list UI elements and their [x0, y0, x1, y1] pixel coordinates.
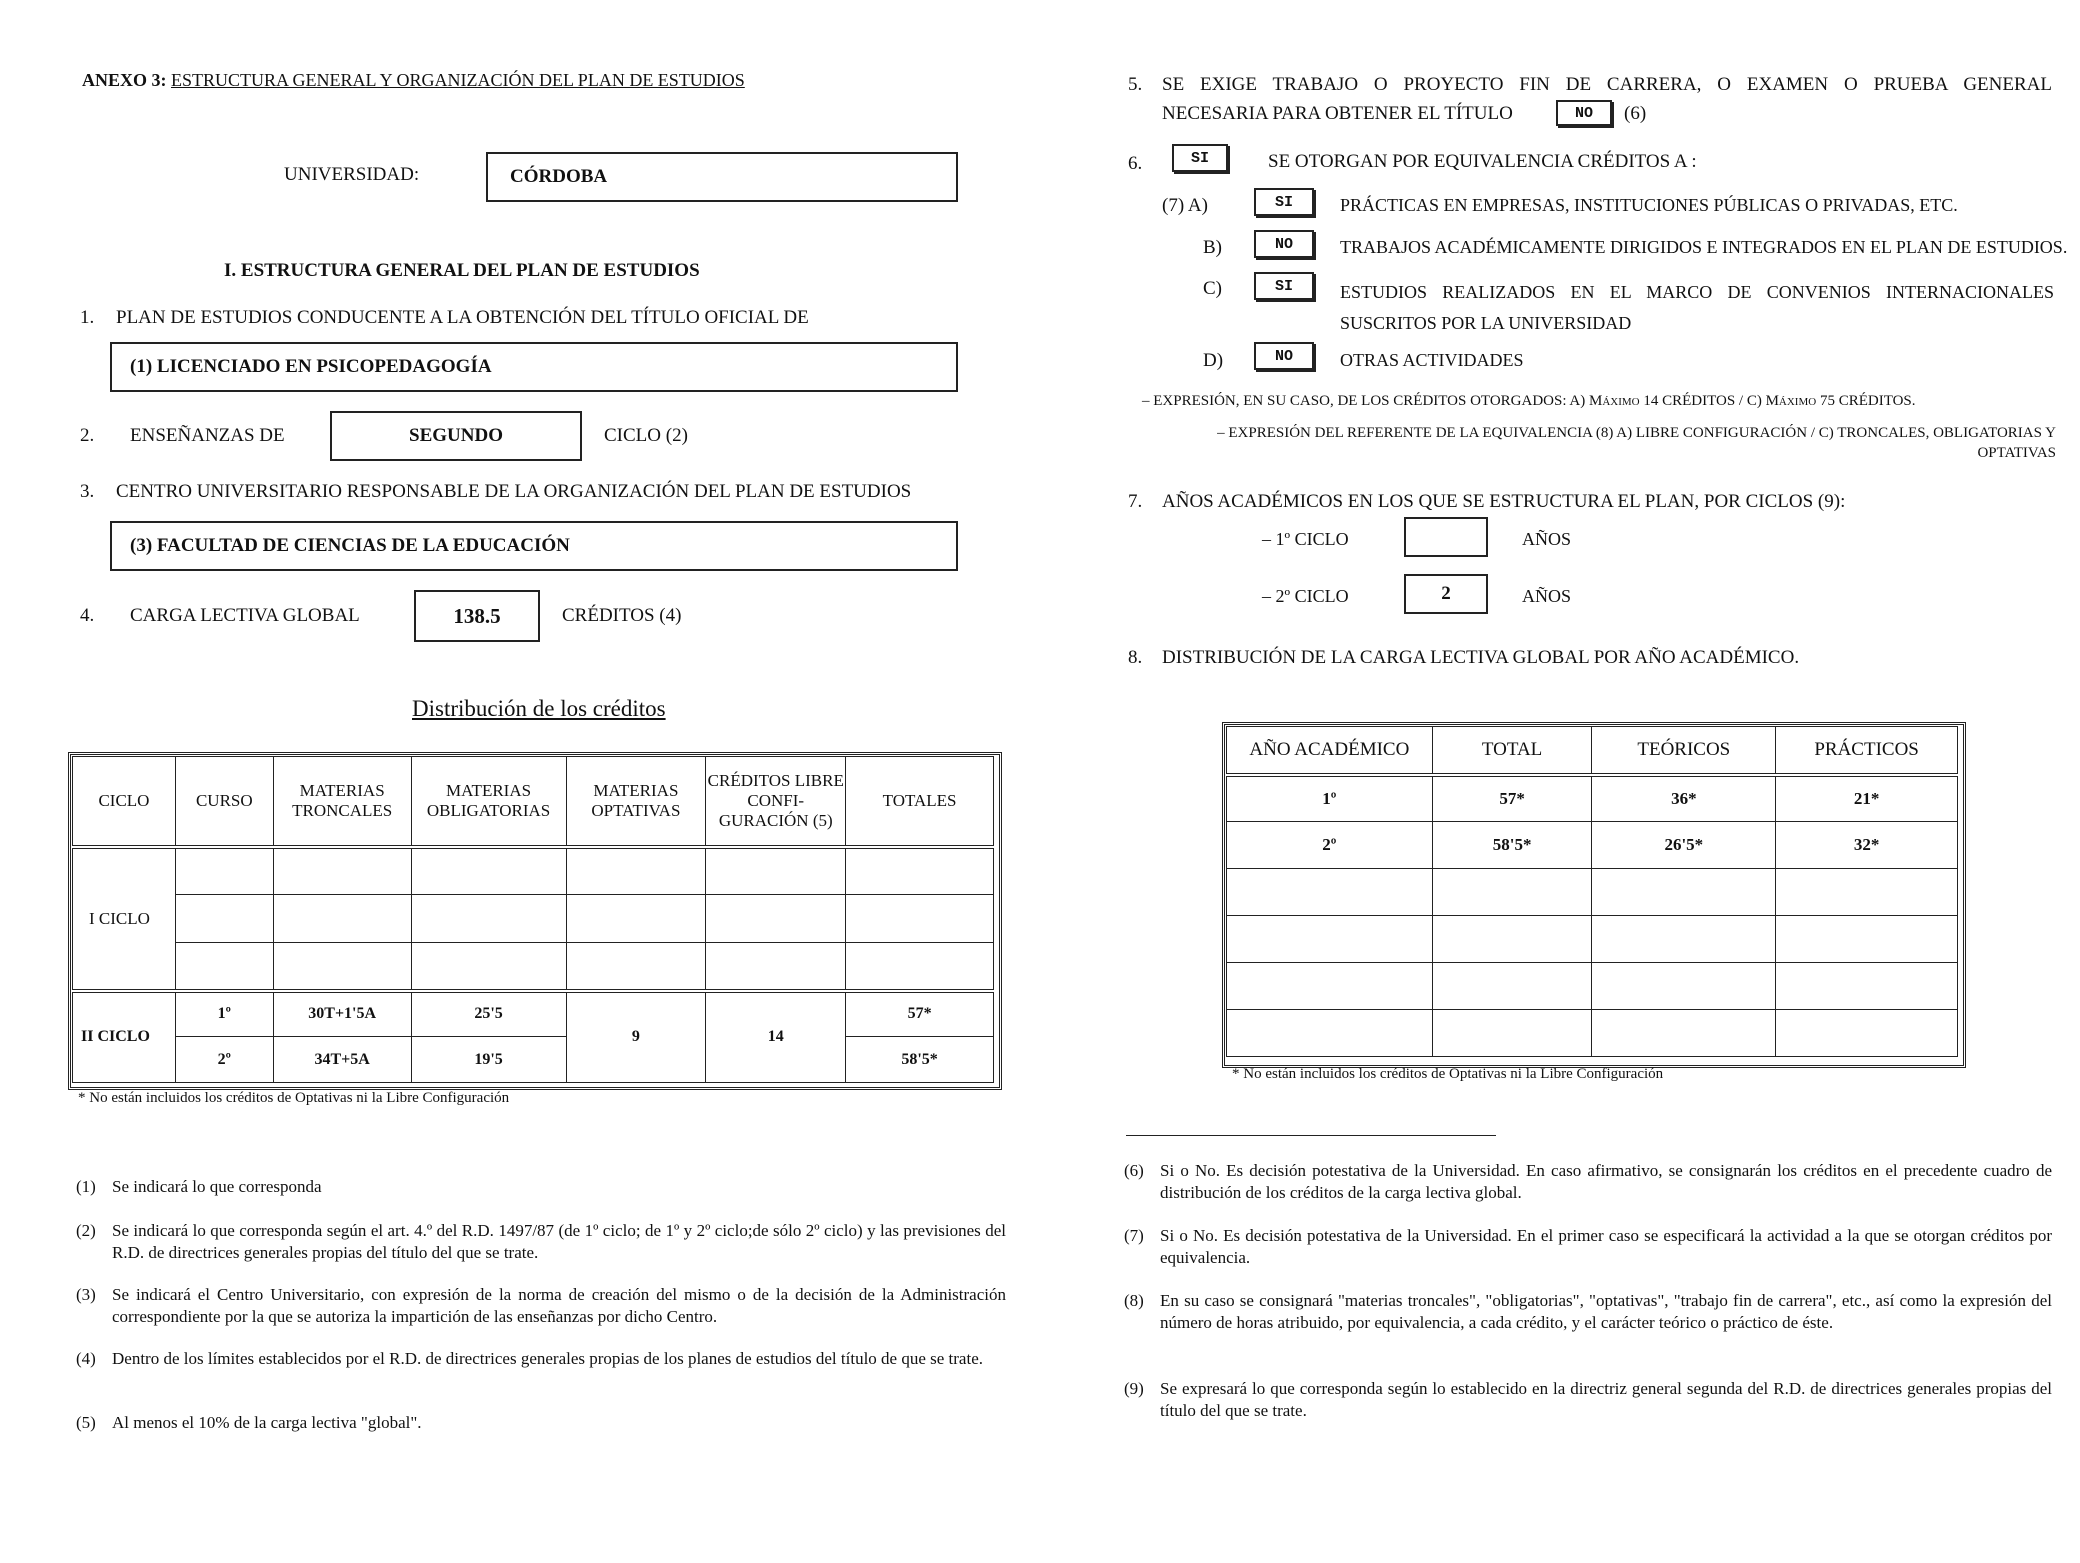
table-cell	[1776, 869, 1958, 916]
cycle2-years-unit: AÑOS	[1522, 586, 1572, 606]
practicos-cell: 21*	[1776, 775, 1958, 822]
faculty-field	[110, 521, 958, 571]
table-cell	[566, 943, 706, 991]
table-cell	[1227, 1010, 1433, 1057]
header-optativas: MATERIAS OPTATIVAS	[566, 757, 706, 847]
option-d-box	[1254, 342, 1314, 370]
table-row	[1227, 822, 1958, 869]
cycle2-years-label: – 2º CICLO	[1262, 586, 1349, 606]
footnote-6	[1124, 1160, 2052, 1204]
option-b-text: TRABAJOS ACADÉMICAMENTE DIRIGIDOS E INTEGRADOS EN EL PLAN DE ESTUDIOS.	[1340, 237, 2068, 257]
item6-number: 6.	[1128, 153, 1143, 174]
year-table-header	[1227, 727, 1958, 775]
table-cell	[273, 895, 411, 943]
totales-cell: 58'5*	[846, 1037, 994, 1083]
item8-number: 8.	[1128, 647, 1143, 668]
table-row	[73, 895, 994, 943]
totales-cell: 57*	[846, 991, 994, 1037]
table-cell	[1227, 963, 1433, 1010]
option-a-box	[1254, 188, 1314, 216]
libre-cell: 14	[706, 991, 846, 1083]
cycle1-years-unit: AÑOS	[1522, 529, 1572, 549]
table-cell	[273, 847, 411, 895]
option-c-value: SI	[1274, 277, 1293, 295]
footnote-9	[1124, 1378, 2052, 1422]
header-practicos: PRÁCTICOS	[1776, 727, 1958, 775]
cycle2-years-value: 2	[1441, 583, 1451, 604]
table-row	[1227, 1010, 1958, 1057]
university-field	[486, 152, 958, 202]
item5-value: NO	[1574, 104, 1593, 122]
table-row	[73, 1037, 994, 1083]
table-cell	[411, 895, 566, 943]
option-c-box	[1254, 272, 1314, 300]
footnote-text: Si o No. Es decisión potestativa de la Universidad. En caso afirmativo, se consignarán los créditos en el precedente cuadro de distribución de los créditos de la carga lectiva global.	[1160, 1161, 2052, 1202]
option-d-text: OTRAS ACTIVIDADES	[1340, 350, 1524, 370]
option-a-text: PRÁCTICAS EN EMPRESAS, INSTITUCIONES PÚBLICAS O PRIVADAS, ETC.	[1340, 195, 1958, 215]
footnote-divider	[1126, 1135, 1496, 1136]
table-cell	[273, 943, 411, 991]
annex-prefix: ANEXO 3:	[82, 70, 167, 90]
table-row	[1227, 963, 1958, 1010]
option-b-box	[1254, 230, 1314, 258]
item1-number: 1.	[80, 307, 95, 328]
table-cell	[1776, 963, 1958, 1010]
table-cell	[1592, 916, 1776, 963]
distribution-title: Distribución de los créditos	[412, 696, 666, 721]
footnote-text: Se indicará lo que corresponda	[112, 1177, 322, 1196]
curso-cell: 1º	[175, 991, 273, 1037]
footnote-7	[1124, 1225, 2052, 1269]
header-curso: CURSO	[175, 757, 273, 847]
footnote-text: Dentro de los límites establecidos por el R.D. de directrices generales propias de los planes de estudios del título de que se trate.	[112, 1349, 984, 1368]
item6-value-box	[1172, 144, 1228, 172]
table-cell	[1592, 1010, 1776, 1057]
table-cell	[1432, 1010, 1592, 1057]
table-cell	[1592, 963, 1776, 1010]
option-b-value: NO	[1274, 235, 1293, 253]
item6-value: SI	[1190, 149, 1209, 167]
footnote-1	[76, 1176, 1006, 1198]
item5-value-box	[1556, 100, 1612, 126]
option-d-prefix: D)	[1203, 350, 1224, 371]
footnote-text: Se indicará el Centro Universitario, con expresión de la norma de creación del mismo o de la decisión de la Administración correspondiente por la que se autoriza la impartición de las enseñanzas por dicho Centro.	[112, 1285, 1006, 1326]
footnote-number: (5)	[76, 1413, 96, 1432]
table-cell	[175, 895, 273, 943]
total-cell: 57*	[1432, 775, 1592, 822]
footnote-5	[76, 1412, 1006, 1434]
item5-number: 5.	[1128, 74, 1143, 95]
degree-title-value: (1) LICENCIADO EN PSICOPEDAGOGÍA	[130, 356, 492, 377]
credits-value: 138.5	[453, 603, 501, 628]
curso-cell: 2º	[175, 1037, 273, 1083]
table-row	[1227, 775, 1958, 822]
header-troncales: MATERIAS TRONCALES	[273, 757, 411, 847]
item5-line1: SE EXIGE TRABAJO O PROYECTO FIN DE CARRERA, O EXAMEN O PRUEBA GENERAL	[1162, 74, 2052, 95]
obligatorias-cell: 25'5	[411, 991, 566, 1037]
table-row	[1227, 916, 1958, 963]
cycle1-years-field	[1404, 517, 1488, 557]
footnote-number: (1)	[76, 1177, 96, 1196]
year-cell: 2º	[1227, 822, 1433, 869]
table-cell	[411, 943, 566, 991]
footnote-text: Se indicará lo que corresponda según el art. 4.º del R.D. 1497/87 (de 1º ciclo; de 1º y 2º ciclo;de sólo 2º ciclo) y las previsiones del R.D. de directrices generales propias del título del que se trate.	[112, 1221, 1006, 1262]
option-a-prefix: (7) A)	[1162, 195, 1208, 216]
table-cell	[846, 943, 994, 991]
cycle2-years-field	[1404, 574, 1488, 614]
year-table-note: * No están incluidos los créditos de Optativas ni la Libre Configuración	[1232, 1066, 1664, 1082]
item2-number: 2.	[80, 425, 95, 446]
year-table	[1226, 726, 1958, 1057]
header-teoricos: TEÓRICOS	[1592, 727, 1776, 775]
table-cell	[1227, 916, 1433, 963]
header-ciclo: CICLO	[73, 757, 176, 847]
table-cell	[706, 847, 846, 895]
item6-text: SE OTORGAN POR EQUIVALENCIA CRÉDITOS A :	[1268, 151, 1697, 172]
footnote-text: En su caso se consignará "materias troncales", "obligatorias", "optativas", "trabajo fin de carrera", etc., así como la expresión del número de horas atribuido, por equivalencia, a cada crédito, y el carácter teórico o práctico de éste.	[1160, 1291, 2052, 1332]
item7-text: AÑOS ACADÉMICOS EN LOS QUE SE ESTRUCTURA EL PLAN, POR CICLOS (9):	[1162, 491, 1846, 512]
table-cell	[1432, 916, 1592, 963]
year-cell: 1º	[1227, 775, 1433, 822]
footnote-8	[1124, 1290, 2052, 1334]
optativas-cell: 9	[566, 991, 706, 1083]
header-obligatorias: MATERIAS OBLIGATORIAS	[411, 757, 566, 847]
item4-number: 4.	[80, 605, 95, 626]
table-cell	[175, 943, 273, 991]
item7-number: 7.	[1128, 491, 1143, 512]
item5-line2: NECESARIA PARA OBTENER EL TÍTULO	[1162, 103, 1513, 124]
practicos-cell: 32*	[1776, 822, 1958, 869]
option-a-value: SI	[1274, 193, 1293, 211]
table-cell	[1776, 916, 1958, 963]
credits-table-header	[73, 757, 994, 847]
footnote-text: Si o No. Es decisión potestativa de la Universidad. En el primer caso se especificará la actividad a la que se otorgan créditos por equivalencia.	[1160, 1226, 2052, 1267]
credits-field	[414, 590, 540, 642]
cycle1-years-label: – 1º CICLO	[1262, 529, 1349, 549]
section-title: I. ESTRUCTURA GENERAL DEL PLAN DE ESTUDIOS	[224, 260, 700, 281]
footnote-number: (6)	[1124, 1161, 1144, 1180]
footnote-number: (2)	[76, 1221, 96, 1240]
item2-suffix: CICLO (2)	[604, 425, 688, 446]
table-cell	[1432, 869, 1592, 916]
table-cell	[411, 847, 566, 895]
footnote-number: (4)	[76, 1349, 96, 1368]
item4-suffix: CRÉDITOS (4)	[562, 605, 682, 626]
table-cell	[1227, 869, 1433, 916]
footnote-number: (7)	[1124, 1226, 1144, 1245]
table-cell	[846, 895, 994, 943]
faculty-value: (3) FACULTAD DE CIENCIAS DE LA EDUCACIÓN	[130, 535, 570, 556]
cycle-value: SEGUNDO	[409, 425, 503, 446]
table-cell	[175, 847, 273, 895]
table-cell	[1432, 963, 1592, 1010]
item2-label: ENSEÑANZAS DE	[130, 425, 285, 446]
item4-label: CARGA LECTIVA GLOBAL	[130, 605, 360, 626]
equivalence-expression: – EXPRESIÓN DEL REFERENTE DE LA EQUIVALENCIA (8) A) LIBRE CONFIGURACIÓN / C) TRONCALES, OBLIGATORIAS Y OPTATIVAS	[1217, 425, 2056, 461]
table-cell	[566, 895, 706, 943]
footnote-number: (9)	[1124, 1379, 1144, 1398]
item3-number: 3.	[80, 481, 95, 502]
university-value: CÓRDOBA	[510, 166, 608, 187]
degree-title-field	[110, 342, 958, 392]
item5-suffix: (6)	[1624, 103, 1647, 124]
footnote-4	[76, 1348, 1006, 1370]
cycle1-label: I CICLO	[73, 847, 176, 991]
university-label: UNIVERSIDAD:	[284, 164, 420, 185]
cycle-field	[330, 411, 582, 461]
credits-expression: – EXPRESIÓN, EN SU CASO, DE LOS CRÉDITOS OTORGADOS: A) Máximo 14 CRÉDITOS / C) Máximo 75 CRÉDITOS.	[1142, 393, 1916, 409]
option-d-value: NO	[1274, 347, 1293, 365]
table-cell	[706, 943, 846, 991]
header-total: TOTAL	[1432, 727, 1592, 775]
table-cell	[1592, 869, 1776, 916]
teoricos-cell: 26'5*	[1592, 822, 1776, 869]
credits-table-note: * No están incluidos los créditos de Optativas ni la Libre Configuración	[78, 1090, 510, 1106]
troncales-cell: 34T+5A	[273, 1037, 411, 1083]
troncales-cell: 30T+1'5A	[273, 991, 411, 1037]
item8-text: DISTRIBUCIÓN DE LA CARGA LECTIVA GLOBAL POR AÑO ACADÉMICO.	[1162, 647, 1800, 668]
header-libre-configuracion: CRÉDITOS LIBRE CONFI- GURACIÓN (5)	[706, 757, 846, 847]
table-cell	[1776, 1010, 1958, 1057]
footnote-text: Al menos el 10% de la carga lectiva "global".	[112, 1413, 422, 1432]
table-cell	[566, 847, 706, 895]
footnote-3	[76, 1284, 1006, 1328]
total-cell: 58'5*	[1432, 822, 1592, 869]
footnote-2	[76, 1220, 1006, 1264]
annex-heading	[82, 70, 745, 91]
table-row	[73, 943, 994, 991]
table-row	[1227, 869, 1958, 916]
teoricos-cell: 36*	[1592, 775, 1776, 822]
footnote-number: (3)	[76, 1285, 96, 1304]
footnote-number: (8)	[1124, 1291, 1144, 1310]
option-c-prefix: C)	[1203, 278, 1222, 299]
table-cell	[846, 847, 994, 895]
table-cell	[706, 895, 846, 943]
header-totales: TOTALES	[846, 757, 994, 847]
item1-text: PLAN DE ESTUDIOS CONDUCENTE A LA OBTENCIÓN DEL TÍTULO OFICIAL DE	[116, 307, 809, 328]
item3-text: CENTRO UNIVERSITARIO RESPONSABLE DE LA ORGANIZACIÓN DEL PLAN DE ESTUDIOS	[116, 481, 912, 502]
header-ano: AÑO ACADÉMICO	[1227, 727, 1433, 775]
option-c-text: ESTUDIOS REALIZADOS EN EL MARCO DE CONVENIOS INTERNACIONALES SUSCRITOS POR LA UNIVERSIDAD	[1340, 282, 2054, 333]
option-b-prefix: B)	[1203, 237, 1222, 258]
table-row	[73, 991, 994, 1037]
annex-title: ESTRUCTURA GENERAL Y ORGANIZACIÓN DEL PLAN DE ESTUDIOS	[171, 70, 745, 90]
credits-table	[72, 756, 994, 1083]
footnote-text: Se expresará lo que corresponda según lo establecido en la directriz general segunda del R.D. de directrices generales propias del título del que se trate.	[1160, 1379, 2052, 1420]
cycle2-label: II CICLO	[73, 991, 176, 1083]
table-row	[73, 847, 994, 895]
obligatorias-cell: 19'5	[411, 1037, 566, 1083]
